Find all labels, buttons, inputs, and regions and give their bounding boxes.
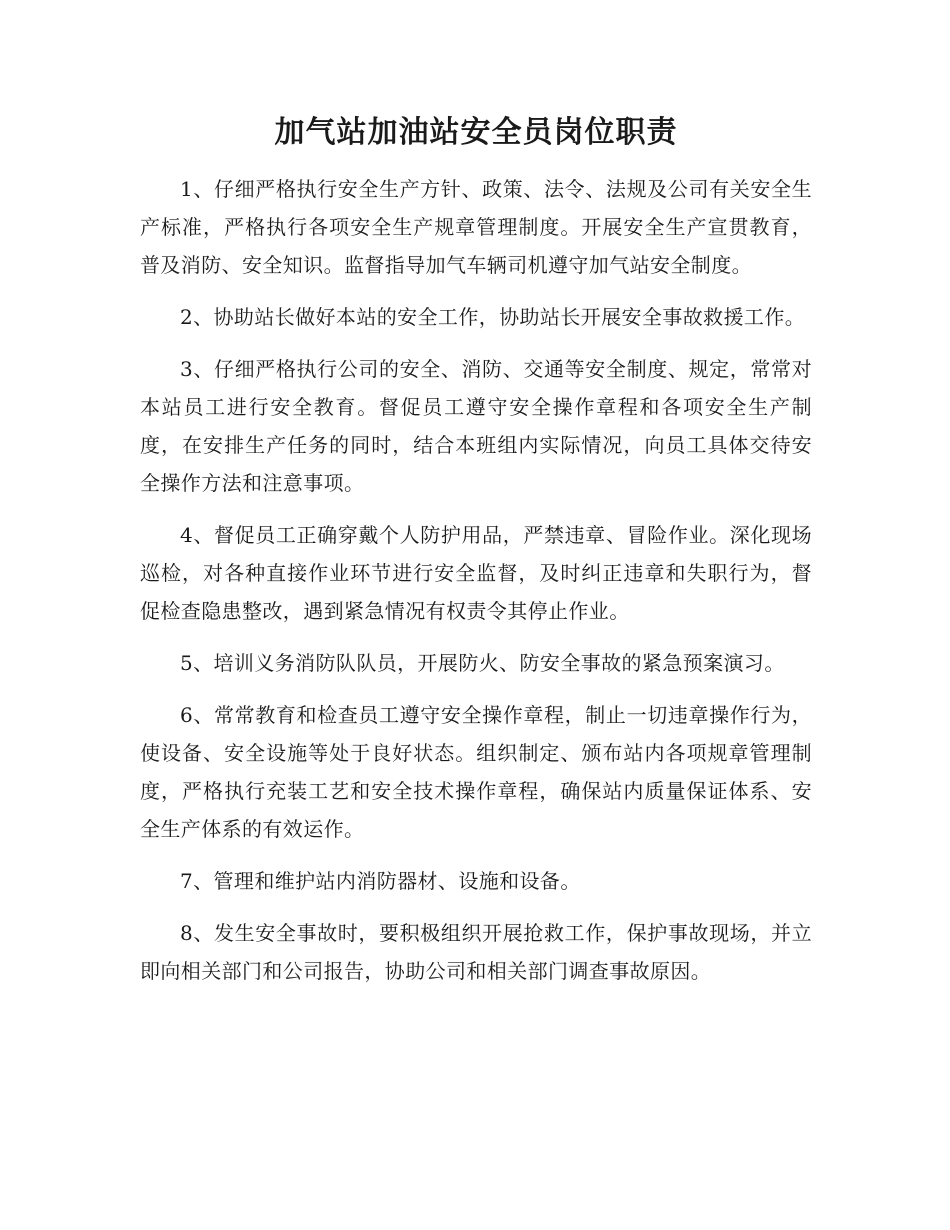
paragraph-8: 8、发生安全事故时，要积极组织开展抢救工作，保护事故现场，并立即向相关部门和公司报告，协助公司和相关部门调查事故原因。 bbox=[140, 921, 812, 983]
paragraph-5: 5、培训义务消防队队员，开展防火、防安全事故的紧急预案演习。 bbox=[180, 651, 785, 675]
paragraph-4: 4、督促员工正确穿戴个人防护用品，严禁违章、冒险作业。深化现场巡检，对各种直接作业环节进行安全监督，及时纠正违章和失职行为，督促检查隐患整改，遇到紧急情况有权责令其停止作业。 bbox=[140, 523, 812, 623]
paragraph-1: 1、仔细严格执行安全生产方针、政策、法令、法规及公司有关安全生产标准，严格执行各项安全生产规章管理制度。开展安全生产宣贯教育，普及消防、安全知识。监督指导加气车辆司机遵守加气站安全制度。 bbox=[140, 177, 812, 277]
page-title: 加气站加油站安全员岗位职责 bbox=[274, 115, 678, 150]
paragraph-6: 6、常常教育和检查员工遵守安全操作章程，制止一切违章操作行为，使设备、安全设施等处于良好状态。组织制定、颁布站内各项规章管理制度，严格执行充装工艺和安全技术操作章程，确保站内质量保证体系、安全生产体系的有效运作。 bbox=[140, 703, 812, 841]
paragraph-2: 2、协助站长做好本站的安全工作，协助站长开展安全事故救援工作。 bbox=[180, 305, 806, 329]
document-page bbox=[140, 110, 812, 1004]
paragraph-3: 3、仔细严格执行公司的安全、消防、交通等安全制度、规定，常常对本站员工进行安全教育。督促员工遵守安全操作章程和各项安全生产制度，在安排生产任务的同时，结合本班组内实际情况，向员工具体交待安全操作方法和注意事项。 bbox=[140, 357, 812, 495]
paragraph-7: 7、管理和维护站内消防器材、设施和设备。 bbox=[180, 869, 581, 893]
